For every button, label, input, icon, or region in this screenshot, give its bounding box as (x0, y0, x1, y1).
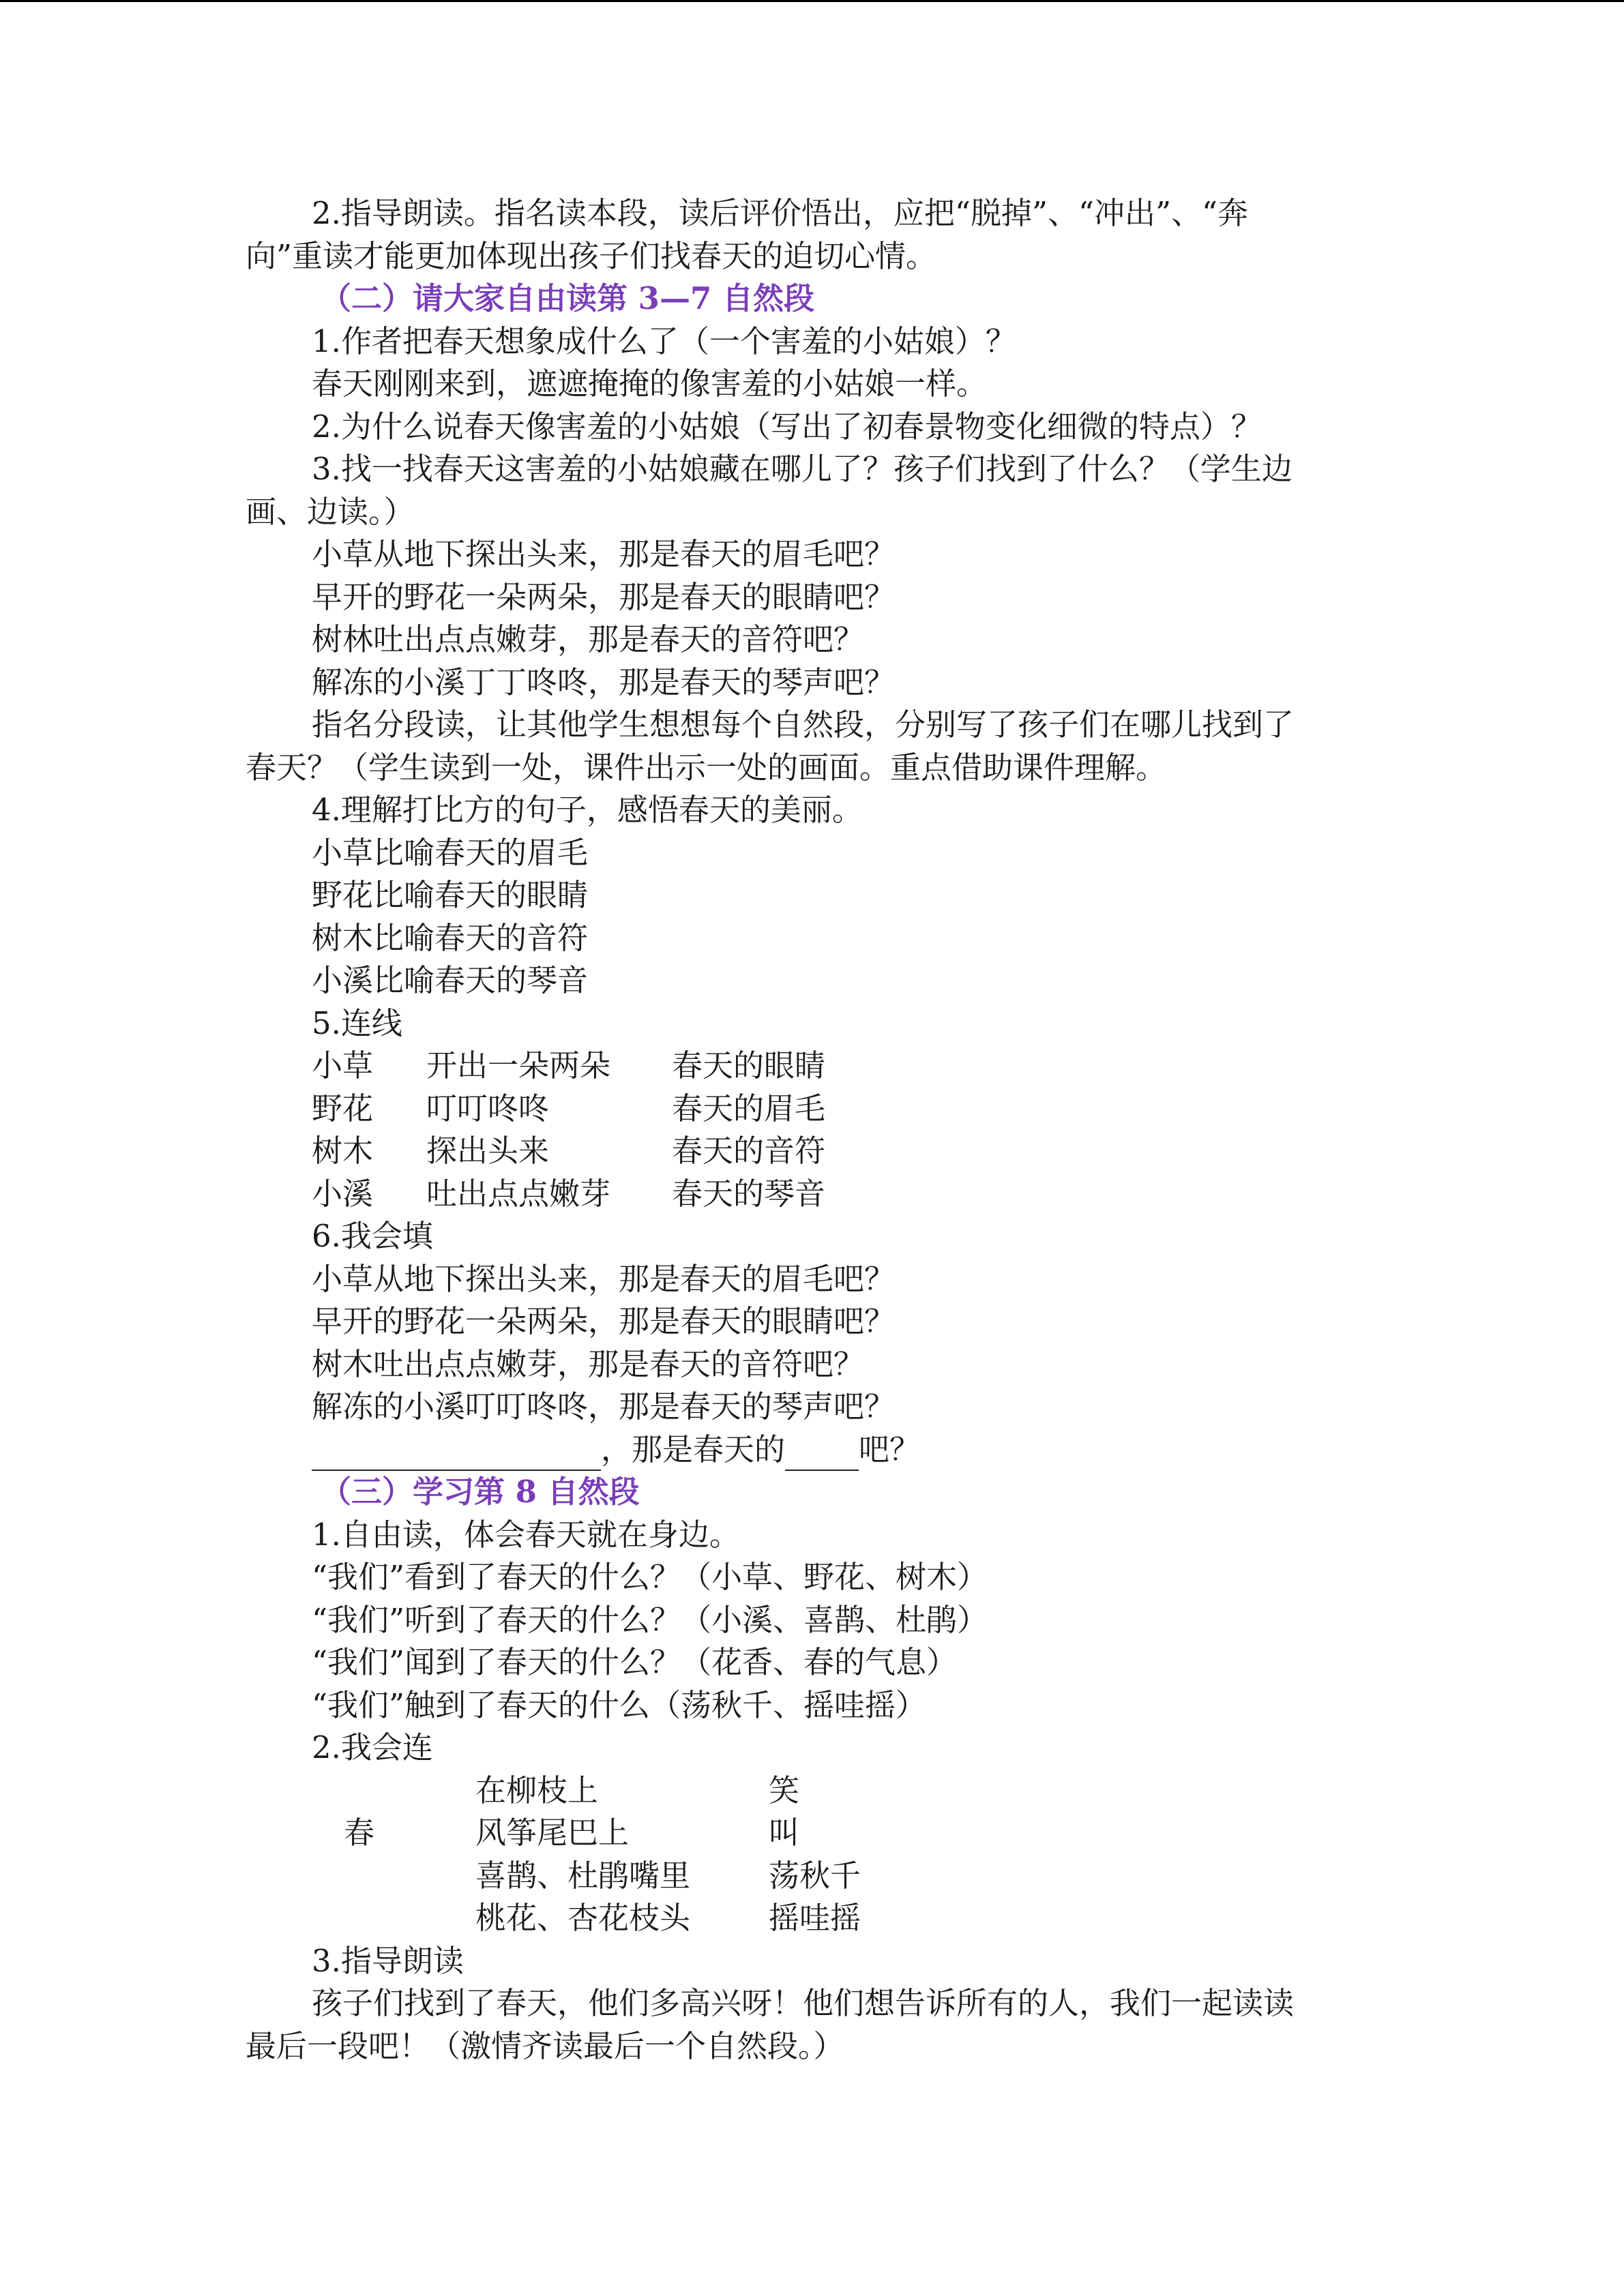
paragraph-line: 小草比喻春天的眉毛 (312, 834, 589, 871)
paragraph-line: 向”重读才能更加体现出孩子们找春天的迫切心情。 (246, 237, 937, 274)
match2-row (246, 1770, 1368, 1813)
section-heading-3: （三）学习第 8 自然段 (321, 1474, 640, 1510)
match2-row (246, 1897, 1368, 1940)
paragraph-line: “我们”闻到了春天的什么？（花香、春的气息） (312, 1644, 958, 1680)
paragraph-line: 3.指导朗读 (312, 1942, 464, 1979)
match-row (246, 1130, 1368, 1173)
match-action: 吐出点点嫩芽 (426, 1175, 611, 1212)
match2-place: 喜鹊、杜鹃嘴里 (475, 1857, 691, 1894)
paragraph-line: 2.为什么说春天像害羞的小姑娘（写出了初春景物变化细微的特点）？ (312, 408, 1262, 445)
match-subject: 小草 (312, 1047, 374, 1084)
match-metaphor: 春天的音符 (672, 1133, 826, 1169)
paragraph-line: 小溪比喻春天的琴音 (312, 962, 589, 998)
match-subject: 野花 (312, 1090, 374, 1127)
paragraph-line: 最后一段吧！（激情齐读最后一个自然段。） (246, 2027, 844, 2064)
match-metaphor: 春天的琴音 (672, 1175, 826, 1212)
paragraph-line: “我们”看到了春天的什么？（小草、野花、树木） (312, 1559, 988, 1595)
paragraph-line: 1.作者把春天想象成什么了（一个害羞的小姑娘）？ (312, 323, 1016, 359)
paragraph-line: 树木比喻春天的音符 (312, 919, 589, 956)
match-metaphor: 春天的眉毛 (672, 1090, 826, 1127)
paragraph-line: 野花比喻春天的眼睛 (312, 877, 589, 913)
match-action: 开出一朵两朵 (426, 1047, 611, 1084)
paragraph-line: 小草从地下探出头来，那是春天的眉毛吧？ (312, 1260, 896, 1297)
fill-blank-long[interactable] (312, 1438, 601, 1471)
paragraph-line: 孩子们找到了春天，他们多高兴呀！他们想告诉所有的人，我们一起读读 (312, 1985, 1295, 2021)
paragraph-line: “我们”听到了春天的什么？（小溪、喜鹊、杜鹃） (312, 1601, 988, 1638)
match2-row (246, 1855, 1368, 1898)
paragraph-line: 早开的野花一朵两朵，那是春天的眼睛吧？ (312, 578, 896, 615)
match2-place: 桃花、杏花枝头 (475, 1900, 691, 1936)
paragraph-line: 1.自由读，体会春天就在身边。 (312, 1516, 740, 1553)
paragraph-line: 5.连线 (312, 1004, 402, 1041)
matching-exercise-2 (246, 1770, 1368, 1940)
match2-action: 摇哇摇 (769, 1900, 861, 1936)
match2-place: 风筝尾巴上 (475, 1815, 630, 1851)
paragraph-line: 3.找一找春天这害羞的小姑娘藏在哪儿了？孩子们找到了什么？（学生边 (312, 451, 1293, 487)
paragraph-line: 2.我会连 (312, 1729, 433, 1765)
match-row (246, 1173, 1368, 1216)
match2-place: 在柳枝上 (475, 1772, 599, 1808)
paragraph-line: 树木吐出点点嫩芽，那是春天的音符吧？ (312, 1345, 865, 1382)
match2-action: 荡秋千 (769, 1857, 861, 1894)
paragraph-line: 春天？（学生读到一处，课件出示一处的画面。重点借助课件理解。 (246, 749, 1167, 786)
fill-in-line (246, 1429, 1368, 1472)
paragraph-line: 指名分段读，让其他学生想想每个自然段，分别写了孩子们在哪儿找到了 (312, 706, 1295, 743)
paragraph-line: 画、边读。） (246, 493, 415, 530)
match2-row (246, 1812, 1368, 1855)
match2-action: 叫 (769, 1815, 800, 1851)
match-action: 叮叮咚咚 (426, 1090, 550, 1127)
match-subject: 小溪 (312, 1175, 374, 1212)
section-heading-2: （二）请大家自由读第 3—7 自然段 (321, 280, 814, 316)
paragraph-line: 6.我会填 (312, 1218, 433, 1254)
matching-exercise-1 (246, 1045, 1368, 1215)
fill-blank-short[interactable] (785, 1438, 859, 1471)
paragraph-line: 小草从地下探出头来，那是春天的眉毛吧？ (312, 536, 896, 572)
match-metaphor: 春天的眼睛 (672, 1047, 826, 1084)
fill-text: 吧？ (859, 1431, 921, 1467)
paragraph-line: 树林吐出点点嫩芽，那是春天的音符吧？ (312, 621, 865, 657)
paragraph-line: 早开的野花一朵两朵，那是春天的眼睛吧？ (312, 1303, 896, 1339)
match-row (246, 1088, 1368, 1131)
document-body (246, 192, 1368, 2068)
match-action: 探出头来 (426, 1133, 550, 1169)
fill-text: ，那是春天的 (601, 1431, 786, 1467)
paragraph-line: 解冻的小溪丁丁咚咚，那是春天的琴声吧？ (312, 664, 896, 700)
top-border (0, 0, 1624, 2)
paragraph-line: 春天刚刚来到，遮遮掩掩的像害羞的小姑娘一样。 (312, 366, 988, 402)
paragraph-line: 解冻的小溪叮叮咚咚，那是春天的琴声吧？ (312, 1388, 896, 1425)
match2-action: 笑 (769, 1772, 800, 1808)
paragraph-line: 4.理解打比方的句子，感悟春天的美丽。 (312, 792, 863, 828)
paragraph-line: 2.指导朗读。指名读本段，读后评价悟出，应把“脱掉”、“冲出”、“奔 (312, 195, 1248, 231)
match-row (246, 1045, 1368, 1088)
match-subject: 树木 (312, 1133, 374, 1169)
paragraph-line: “我们”触到了春天的什么（荡秋千、摇哇摇） (312, 1686, 927, 1723)
match2-spring: 春 (344, 1815, 375, 1851)
